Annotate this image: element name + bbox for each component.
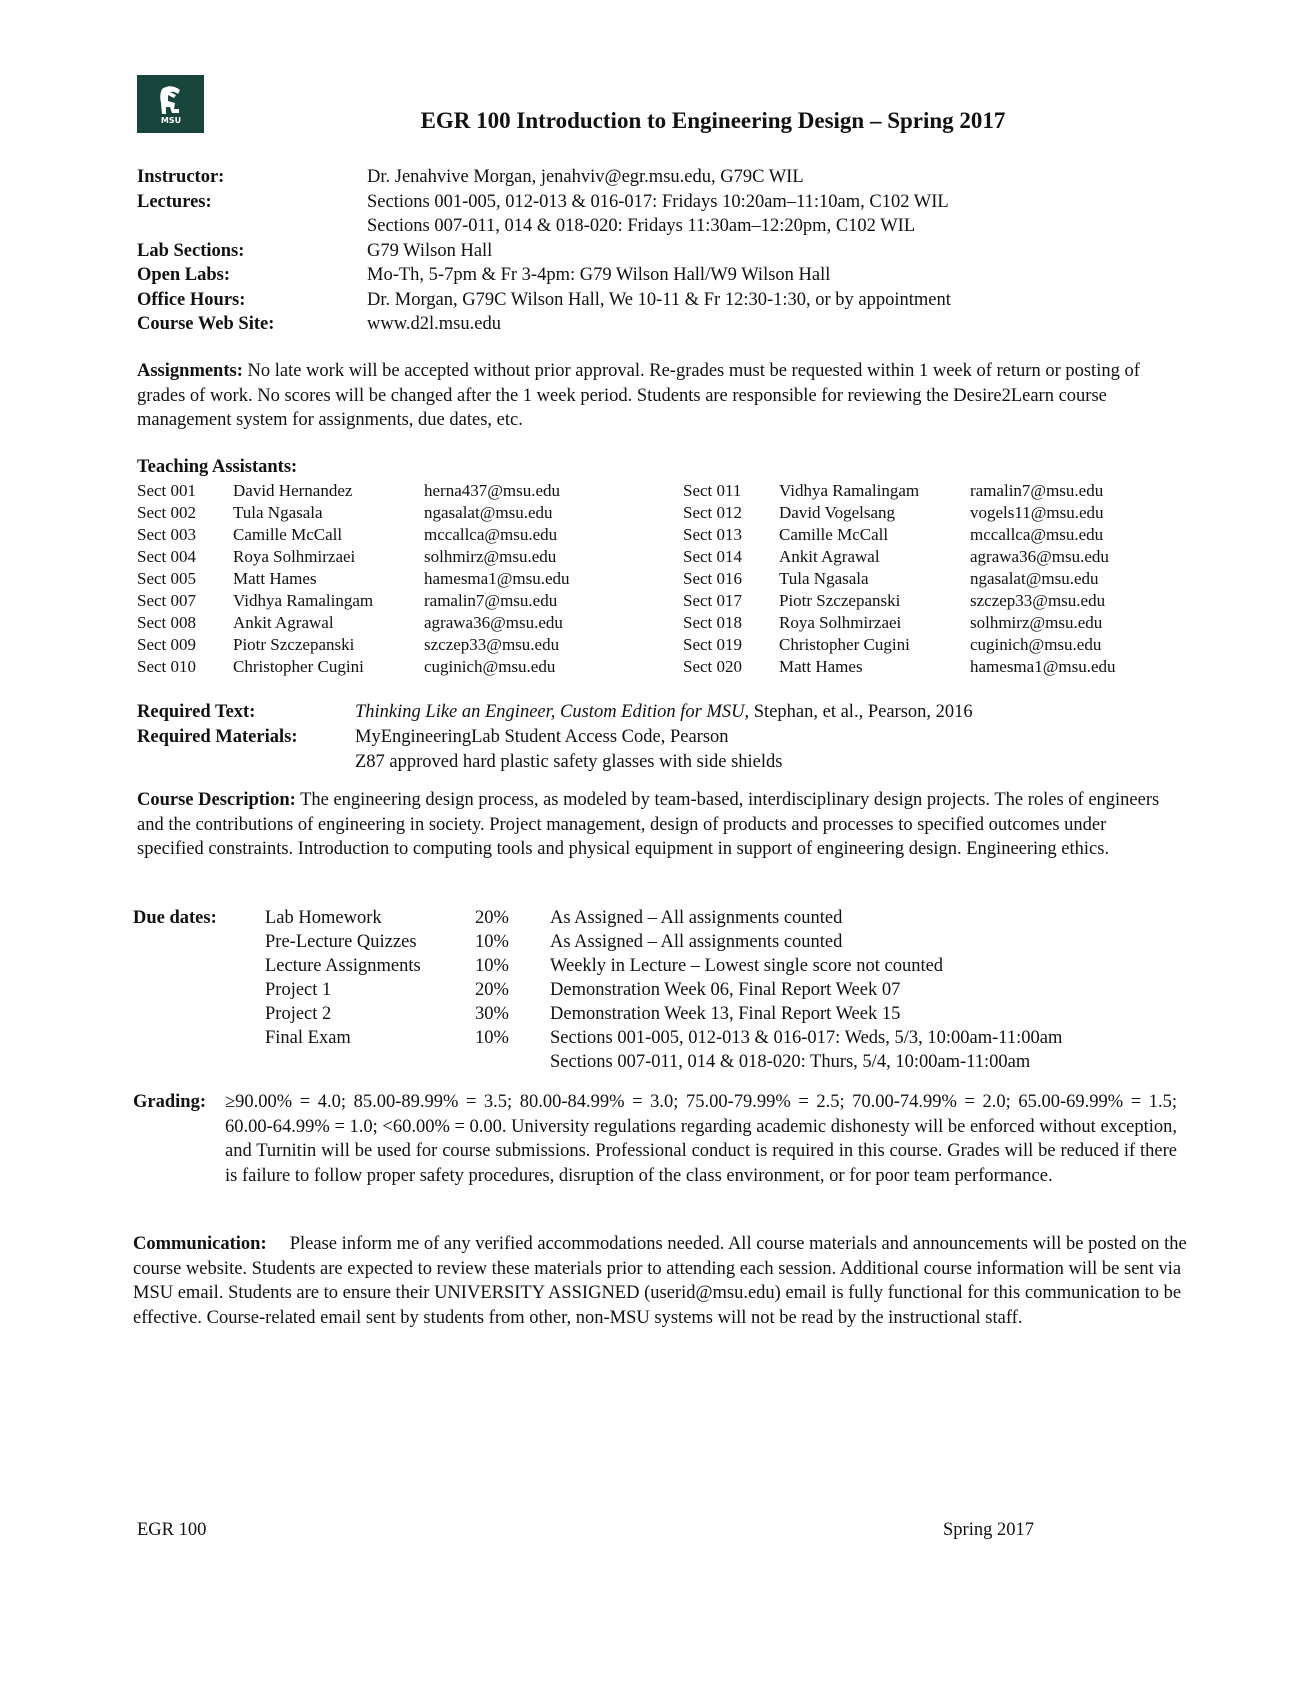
- due-item: [265, 1050, 475, 1074]
- required-text-title: Thinking Like an Engineer, Custom Edition for MSU: [355, 702, 745, 722]
- ta-section: Sect 018: [683, 613, 743, 632]
- info-value: Dr. Jenahvive Morgan, jenahviv@egr.msu.edu, G79C WIL: [367, 167, 804, 187]
- ta-section: Sect 019: [683, 635, 743, 654]
- info-value: Sections 007-011, 014 & 018-020: Fridays 11:30am–12:20pm, C102 WIL: [367, 216, 916, 236]
- info-row-web-site: [137, 312, 951, 337]
- ta-email[interactable]: agrawa36@msu.edu: [970, 547, 1109, 566]
- ta-section: Sect 008: [137, 613, 197, 632]
- course-web-site-link[interactable]: www.d2l.msu.edu: [367, 314, 501, 334]
- document-title: EGR 100 Introduction to Engineering Design – Spring 2017: [420, 108, 1006, 133]
- ta-row: [683, 546, 1230, 568]
- due-description: Weekly in Lecture – Lowest single score not counted: [550, 956, 944, 976]
- ta-name: Tula Ngasala: [233, 503, 323, 522]
- info-label: Office Hours:: [137, 289, 246, 310]
- ta-heading: Teaching Assistants:: [137, 457, 298, 477]
- due-percent: 20%: [475, 980, 509, 1000]
- ta-row: [137, 656, 684, 678]
- ta-section: Sect 020: [683, 657, 743, 676]
- required-materials-label: Required Materials:: [137, 727, 298, 747]
- ta-row: [683, 590, 1230, 612]
- ta-email[interactable]: ngasalat@msu.edu: [970, 569, 1099, 588]
- ta-row: [683, 502, 1230, 524]
- ta-email[interactable]: cuginich@msu.edu: [424, 657, 556, 676]
- ta-row: [683, 634, 1230, 656]
- ta-section: Sect 003: [137, 525, 197, 544]
- ta-row: [137, 480, 684, 502]
- footer-course: EGR 100: [137, 1520, 207, 1540]
- ta-email[interactable]: szczep33@msu.edu: [970, 591, 1106, 610]
- info-row-instructor: [137, 165, 951, 190]
- info-row-lab-sections: [137, 239, 951, 264]
- info-label: Course Web Site:: [137, 314, 275, 334]
- ta-email[interactable]: ngasalat@msu.edu: [424, 503, 553, 522]
- ta-email[interactable]: mccallca@msu.edu: [970, 525, 1104, 544]
- ta-name: Roya Solhmirzaei: [779, 613, 902, 632]
- due-item: Pre-Lecture Quizzes: [265, 932, 417, 952]
- due-item: Final Exam: [265, 1028, 351, 1048]
- ta-email[interactable]: cuginich@msu.edu: [970, 635, 1102, 654]
- ta-row: [137, 634, 684, 656]
- required-material-item: Z87 approved hard plastic safety glasses with side shields: [355, 752, 783, 772]
- ta-name: Piotr Szczepanski: [233, 635, 355, 654]
- ta-row: [683, 480, 1230, 502]
- ta-row: [137, 546, 684, 568]
- ta-section: Sect 009: [137, 635, 197, 654]
- ta-email[interactable]: ramalin7@msu.edu: [424, 591, 558, 610]
- ta-name: Vidhya Ramalingam: [233, 591, 374, 610]
- ta-section: Sect 014: [683, 547, 743, 566]
- required-text-label: Required Text:: [137, 702, 256, 722]
- due-item: Lab Homework: [265, 908, 382, 928]
- grading-section: [133, 1090, 1177, 1188]
- ta-email[interactable]: hamesma1@msu.edu: [424, 569, 570, 588]
- due-date-row: [133, 906, 1062, 930]
- ta-row: [137, 502, 684, 524]
- ta-name: Christopher Cugini: [233, 657, 364, 676]
- info-label: Lab Sections:: [137, 240, 245, 261]
- ta-name: David Vogelsang: [779, 503, 896, 522]
- footer-term: Spring 2017: [943, 1520, 1034, 1540]
- ta-section: Sect 010: [137, 657, 197, 676]
- info-value: G79 Wilson Hall: [367, 240, 493, 261]
- ta-section: Sect 007: [137, 591, 197, 610]
- required-text-rest: , Stephan, et al., Pearson, 2016: [744, 702, 973, 722]
- info-row-open-labs: [137, 263, 951, 288]
- ta-section: Sect 004: [137, 547, 197, 566]
- info-row-lectures-2: [137, 214, 951, 239]
- ta-email[interactable]: ramalin7@msu.edu: [970, 481, 1104, 500]
- course-description-section: [137, 788, 1177, 862]
- ta-name: Piotr Szczepanski: [779, 591, 901, 610]
- due-item: Lecture Assignments: [265, 956, 421, 976]
- due-description: As Assigned – All assignments counted: [550, 932, 843, 952]
- svg-text:MSU: MSU: [160, 116, 181, 125]
- ta-section: Sect 002: [137, 503, 197, 522]
- due-description: Demonstration Week 06, Final Report Week 07: [550, 980, 901, 1000]
- due-date-row: [133, 1002, 1062, 1026]
- ta-row: [683, 524, 1230, 546]
- required-section: [137, 700, 973, 775]
- ta-email[interactable]: szczep33@msu.edu: [424, 635, 560, 654]
- ta-email[interactable]: mccallca@msu.edu: [424, 525, 558, 544]
- ta-name: Ankit Agrawal: [779, 547, 880, 566]
- ta-section: Sect 017: [683, 591, 743, 610]
- due-date-row: [133, 954, 1062, 978]
- info-value: Sections 001-005, 012-013 & 016-017: Fridays 10:20am–11:10am, C102 WIL: [367, 191, 949, 212]
- due-item: Project 1: [265, 980, 332, 1000]
- ta-name: Camille McCall: [779, 525, 889, 544]
- info-label: [137, 214, 367, 239]
- required-material-item: MyEngineeringLab Student Access Code, Pearson: [355, 727, 729, 747]
- communication-label: Communication:: [133, 1234, 267, 1254]
- info-label: Open Labs:: [137, 265, 231, 285]
- required-text-value: [355, 700, 973, 725]
- due-percent: 10%: [475, 1028, 509, 1048]
- due-description: Sections 001-005, 012-013 & 016-017: Weds, 5/3, 10:00am-11:00am: [550, 1028, 1063, 1048]
- assignments-text: No late work will be accepted without prior approval. Re-grades must be requested within 1 week of return or posting of grades of work. No scores will be changed after the 1 week period. Students are responsible for reviewing the Desire2Learn course management system for assignments, due dates, etc.: [137, 361, 1140, 430]
- ta-row: [137, 612, 684, 634]
- ta-name: Vidhya Ramalingam: [779, 481, 920, 500]
- course-info: [137, 165, 951, 337]
- due-description: Demonstration Week 13, Final Report Week 15: [550, 1004, 901, 1024]
- ta-email[interactable]: hamesma1@msu.edu: [970, 657, 1116, 676]
- due-description: As Assigned – All assignments counted: [550, 908, 843, 928]
- due-percent: 20%: [475, 908, 509, 928]
- ta-section: Sect 005: [137, 569, 197, 588]
- info-value: Mo-Th, 5-7pm & Fr 3-4pm: G79 Wilson Hall/W9 Wilson Hall: [367, 265, 831, 285]
- assignments-section: [137, 359, 1177, 433]
- ta-section: Sect 016: [683, 569, 743, 588]
- ta-section: Sect 013: [683, 525, 743, 544]
- ta-list-left: [137, 480, 684, 678]
- grading-text: ≥90.00% = 4.0; 85.00-89.99% = 3.5; 80.00-84.99% = 3.0; 75.00-79.99% = 2.5; 70.00-74.99% = 2.0; 65.00-69.99% = 1.5; 60.00-64.99% = 1.0; <60.00% = 0.00. University regulations regarding academic dishonesty will be enforced without exception, and Turnitin will be used for course submissions. Professional conduct is required in this course. Grades will be reduced if there is failure to follow proper safety procedures, disruption of the class environment, or for poor team performance.: [225, 1092, 1177, 1186]
- required-materials-row-2: [137, 750, 973, 775]
- grading-label: Grading:: [133, 1092, 206, 1112]
- ta-section: Sect 012: [683, 503, 743, 522]
- ta-name: Matt Hames: [779, 657, 863, 676]
- ta-section: Sect 011: [683, 481, 742, 500]
- ta-email[interactable]: herna437@msu.edu: [424, 481, 561, 500]
- due-percent: [475, 1050, 550, 1074]
- ta-list-right: [683, 480, 1230, 678]
- due-percent: 30%: [475, 1004, 509, 1024]
- ta-row: [137, 568, 684, 590]
- due-percent: 10%: [475, 932, 509, 952]
- due-description: Sections 007-011, 014 & 018-020: Thurs, 5/4, 10:00am-11:00am: [550, 1052, 1031, 1072]
- ta-name: Camille McCall: [233, 525, 343, 544]
- ta-row: [137, 524, 684, 546]
- ta-email[interactable]: vogels11@msu.edu: [970, 503, 1104, 522]
- due-date-row: [133, 978, 1062, 1002]
- info-row-lectures: [137, 190, 951, 215]
- ta-name: Matt Hames: [233, 569, 317, 588]
- required-text-row: [137, 700, 973, 725]
- ta-row: [683, 612, 1230, 634]
- ta-email[interactable]: solhmirz@msu.edu: [970, 613, 1103, 632]
- due-date-row: [133, 1026, 1062, 1050]
- ta-name: Tula Ngasala: [779, 569, 869, 588]
- due-dates-label: Due dates:: [133, 908, 217, 928]
- assignments-label: Assignments:: [137, 361, 243, 381]
- course-description-text: The engineering design process, as modeled by team-based, interdisciplinary design projects. The roles of engineers and the contributions of engineering in society. Project management, design of products and processes to specified outcomes under specified constraints. Introduction to computing tools and physical equipment in support of engineering design. Engineering ethics.: [137, 790, 1160, 859]
- info-label: Instructor:: [137, 167, 225, 187]
- due-date-row: [133, 1050, 1062, 1074]
- course-description-label: Course Description:: [137, 790, 296, 810]
- ta-email[interactable]: solhmirz@msu.edu: [424, 547, 557, 566]
- ta-section: Sect 001: [137, 481, 197, 500]
- info-row-office-hours: [137, 288, 951, 313]
- communication-text: Please inform me of any verified accommodations needed. All course materials and announcements will be posted on the course website. Students are expected to review these materials prior to attending each session. Additional course information will be sent via MSU email. Students are to ensure their UNIVERSITY ASSIGNED (userid@msu.edu) email is fully functional for this communication to be effective. Course-related email sent by students from other, non-MSU systems will not be read by the instructional staff.: [133, 1234, 1187, 1328]
- due-dates-section: [133, 906, 1062, 1074]
- communication-section: [133, 1232, 1193, 1330]
- due-date-row: [133, 930, 1062, 954]
- due-item: Project 2: [265, 1004, 332, 1024]
- required-materials-row: [137, 725, 973, 750]
- ta-email[interactable]: agrawa36@msu.edu: [424, 613, 563, 632]
- ta-name: Ankit Agrawal: [233, 613, 334, 632]
- ta-row: [683, 568, 1230, 590]
- ta-row: [683, 656, 1230, 678]
- ta-name: David Hernandez: [233, 481, 353, 500]
- ta-name: Roya Solhmirzaei: [233, 547, 356, 566]
- ta-row: [137, 590, 684, 612]
- due-percent: 10%: [475, 956, 509, 976]
- info-label: Lectures:: [137, 191, 212, 212]
- info-value: Dr. Morgan, G79C Wilson Hall, We 10-11 & Fr 12:30-1:30, or by appointment: [367, 289, 951, 310]
- ta-name: Christopher Cugini: [779, 635, 910, 654]
